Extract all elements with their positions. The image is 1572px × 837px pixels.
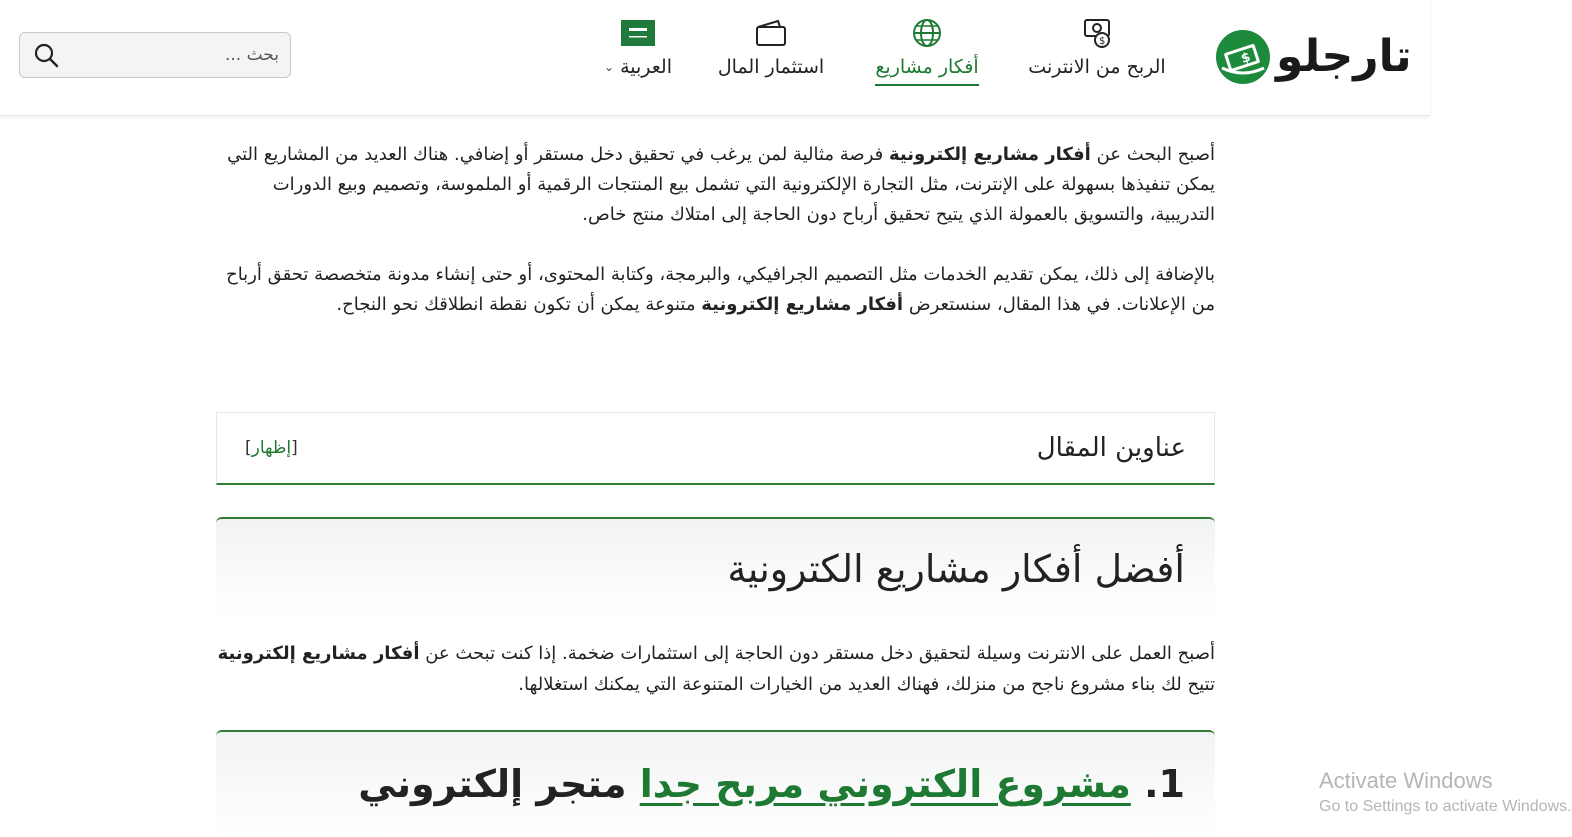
money-hand-icon [1080,16,1114,50]
nav-item-project-ideas[interactable] [868,16,986,102]
nav-item-invest-money[interactable] [708,16,834,102]
section-heading-box [216,517,1215,617]
nav-label: الربح من الانترنت [1028,56,1166,78]
nav-label: استثمار المال [717,56,825,78]
site-logo[interactable] [1214,26,1410,88]
watermark-line-2: Go to Settings to activate Windows. [1319,798,1572,815]
toc-bracket: [ [291,438,298,458]
saudi-flag-icon [621,16,655,50]
article-body [216,116,1215,320]
subsection-heading-box [216,730,1215,837]
heading-link[interactable]: مشروع الكتروني مربح جدا [639,762,1131,806]
globe-icon [910,16,944,50]
table-of-contents [216,412,1215,485]
svg-text:$: $ [1239,49,1253,67]
heading-text: متجر إلكتروني [358,762,627,806]
toc-bracket: ] [245,438,252,458]
chevron-down-icon: ⌄ [604,60,615,74]
search-input[interactable] [60,45,283,65]
watermark-line-1: Activate Windows [1319,768,1493,793]
intro-paragraph-2: بالإضافة إلى ذلك، يمكن تقديم الخدمات مثل التصميم الجرافيكي، والبرمجة، وكتابة المحتوى، أو حتى إنشاء مدونة متخصصة تحقق أرباح من الإعلانات. في هذا المقال، سنستعرض أفكار مشاريع إلكترونية متنوعة يمكن أن تكون نقطة انطلاقك نحو النجاح. [226,264,1215,315]
section-heading: أفضل أفكار مشاريع الكترونية [727,547,1185,591]
subsection-heading [216,732,1215,806]
language-label: العربية [620,56,672,78]
toc-show-link[interactable]: إظهار [251,438,292,458]
toc-title: عناوين المقال [1036,433,1186,463]
nav-label [604,56,672,84]
logo-wordmark: تارجلو [1276,31,1412,82]
intro-paragraph-1: أصبح البحث عن أفكار مشاريع إلكترونية فرصة مثالية لمن يرغب في تحقيق دخل مستقر أو إضافي. هناك العديد من المشاريع التي يمكن تنفيذها بسهولة على الإنترنت، مثل التجارة الإلكترونية التي تشمل بيع المنتجات الرقمية أو الملموسة، وتصميم وبيع الدورات التدريبية، والتسويق بالعمولة الذي يتيح تحقيق أرباح دون الحاجة إلى امتلاك منتج خاص. [227,144,1215,225]
language-selector[interactable] [588,16,688,102]
toc-toggle-button[interactable] [245,438,298,458]
wallet-icon [754,16,788,50]
search-box [19,32,291,78]
site-header [0,0,1430,116]
search-icon[interactable] [32,41,60,69]
windows-activation-watermark [1319,768,1572,828]
nav-label: أفكار مشاريع [875,56,978,86]
svg-text:$: $ [1099,36,1106,47]
money-stack-icon [1214,28,1272,86]
heading-number: 1. [1144,762,1185,806]
nav-item-earn-online[interactable] [1022,16,1172,102]
section-paragraph: أصبح العمل على الانترنت وسيلة لتحقيق دخل مستقر دون الحاجة إلى استثمارات ضخمة. إذا كنت تبحث عن أفكار مشاريع إلكترونية تتيح لك بناء مشروع ناجح من منزلك، فهناك العديد من الخيارات المتنوعة التي يمكنك استغلالها. [217,643,1215,695]
